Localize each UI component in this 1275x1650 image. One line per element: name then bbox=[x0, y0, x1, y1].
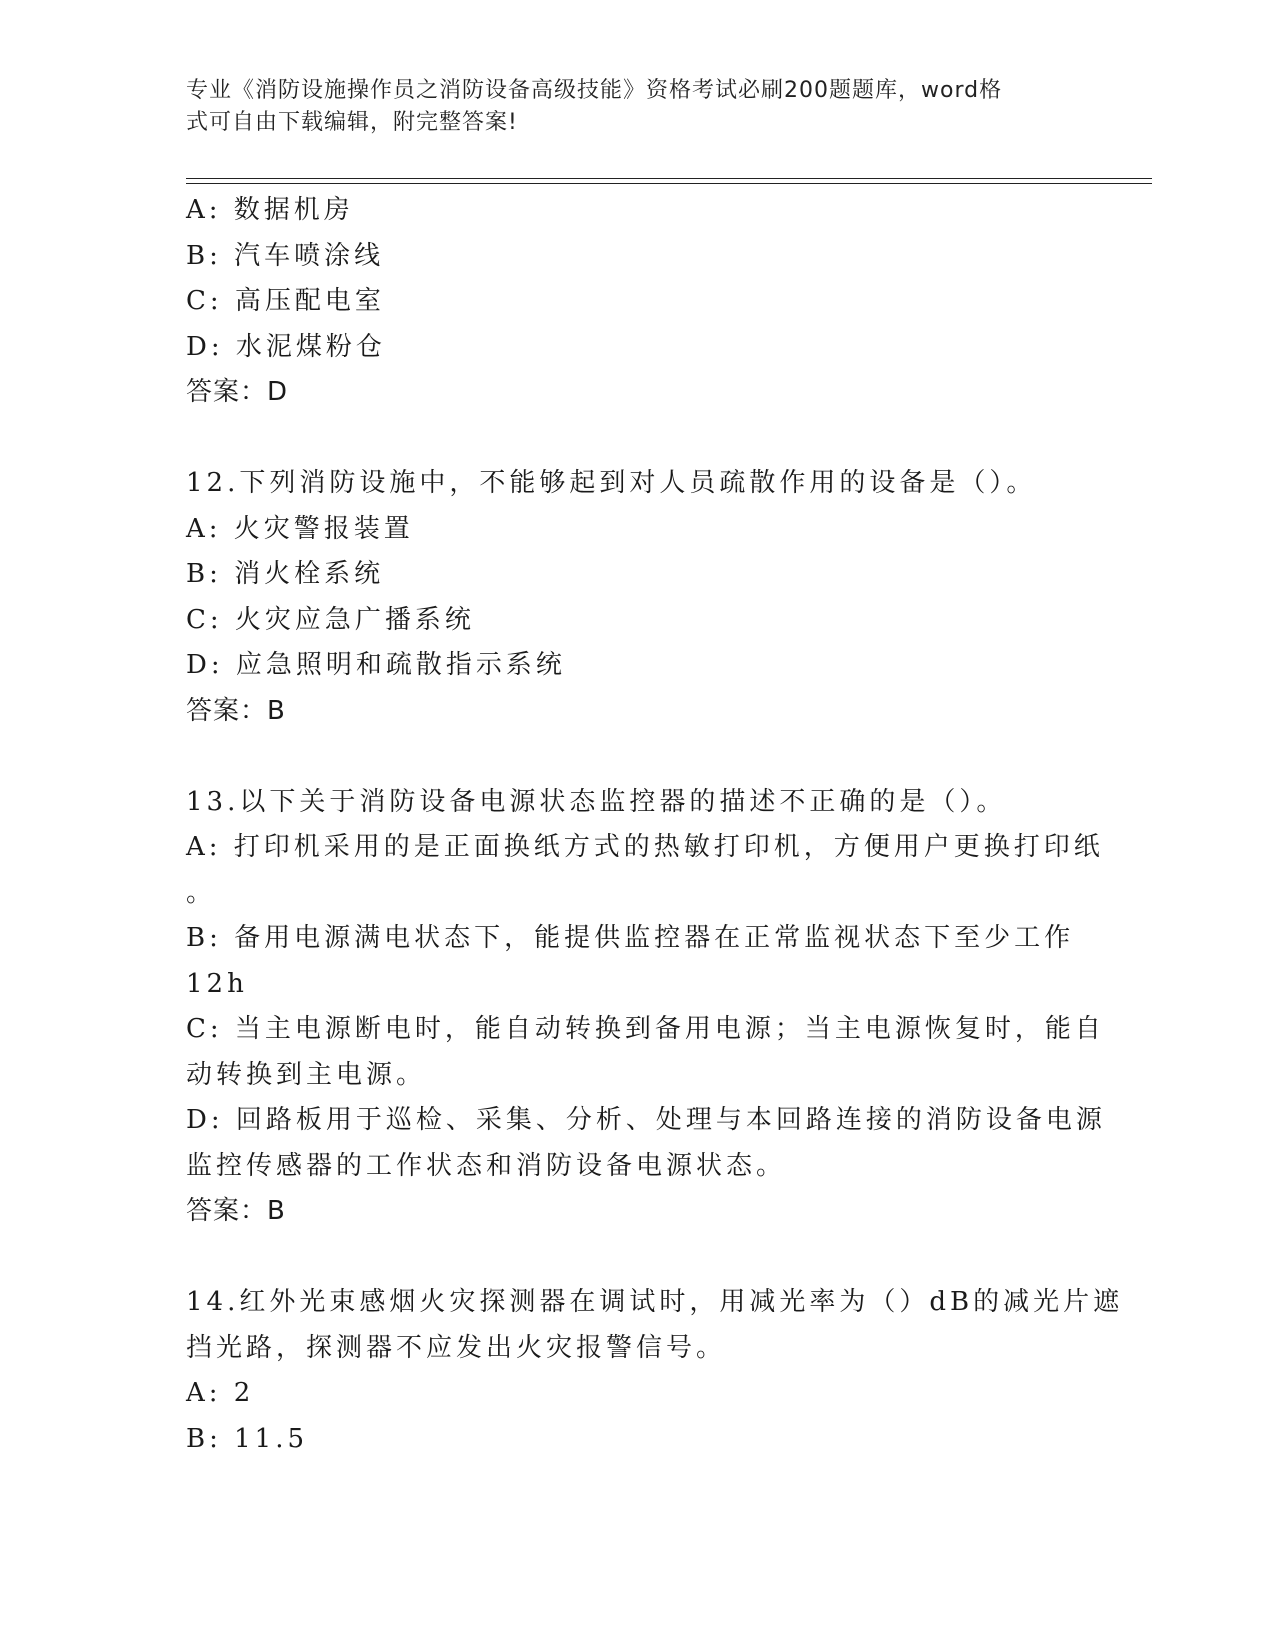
question-11 bbox=[186, 188, 1086, 416]
option-a: A: 2 bbox=[186, 1378, 255, 1408]
spacer bbox=[186, 416, 1086, 462]
option-b: B: 消火栓系统 bbox=[186, 559, 385, 589]
header-divider-top bbox=[186, 178, 1152, 179]
option-d-continued: 监控传感器的工作状态和消防设备电源状态。 bbox=[186, 1150, 787, 1181]
option-a: A: 数据机房 bbox=[186, 195, 354, 225]
question-stem: 13.以下关于消防设备电源状态监控器的描述不正确的是（）。 bbox=[186, 786, 1007, 817]
header-line-1: 专业《消防设施操作员之消防设备高级技能》资格考试必刷200题题库，word格 bbox=[186, 78, 1003, 103]
option-b-continued: 12h bbox=[186, 968, 248, 999]
document-header bbox=[186, 75, 1086, 139]
spacer bbox=[186, 734, 1086, 780]
option-b: B: 11.5 bbox=[186, 1423, 309, 1454]
question-13 bbox=[186, 780, 1106, 1235]
option-c: C: 火灾应急广播系统 bbox=[186, 604, 475, 635]
answer: 答案：B bbox=[186, 695, 286, 726]
question-list bbox=[186, 188, 1124, 1462]
option-b: B: 备用电源满电状态下，能提供监控器在正常监视状态下至少工作 bbox=[186, 923, 1075, 953]
question-stem-continued: 挡光路，探测器不应发出火灾报警信号。 bbox=[186, 1332, 727, 1363]
answer: 答案：D bbox=[186, 377, 289, 407]
option-b: B: 汽车喷涂线 bbox=[186, 240, 385, 271]
answer: 答案：B bbox=[186, 1196, 286, 1226]
option-c: C: 高压配电室 bbox=[186, 286, 385, 316]
option-c-continued: 动转换到主电源。 bbox=[186, 1059, 427, 1090]
question-12 bbox=[186, 461, 1086, 734]
option-a: A: 打印机采用的是正面换纸方式的热敏打印机，方便用户更换打印纸 bbox=[186, 832, 1104, 862]
header-line-2: 式可自由下载编辑，附完整答案! bbox=[186, 110, 518, 135]
header-divider-bottom bbox=[186, 183, 1152, 184]
question-stem: 14.红外光束感烟火灾探测器在调试时，用减光率为（）dB的减光片遮 bbox=[186, 1287, 1124, 1317]
option-a: A: 火灾警报装置 bbox=[186, 513, 414, 544]
option-c: C: 当主电源断电时，能自动转换到备用电源；当主电源恢复时，能自 bbox=[186, 1014, 1105, 1044]
spacer bbox=[186, 1235, 1086, 1281]
option-d: D: 水泥煤粉仓 bbox=[186, 331, 386, 362]
option-a-continued: 。 bbox=[186, 877, 217, 908]
question-14 bbox=[186, 1280, 1124, 1462]
question-stem: 12.下列消防设施中，不能够起到对人员疏散作用的设备是（）。 bbox=[186, 468, 1037, 498]
option-d: D: 回路板用于巡检、采集、分析、处理与本回路连接的消防设备电源 bbox=[186, 1105, 1106, 1135]
option-d: D: 应急照明和疏散指示系统 bbox=[186, 650, 566, 680]
